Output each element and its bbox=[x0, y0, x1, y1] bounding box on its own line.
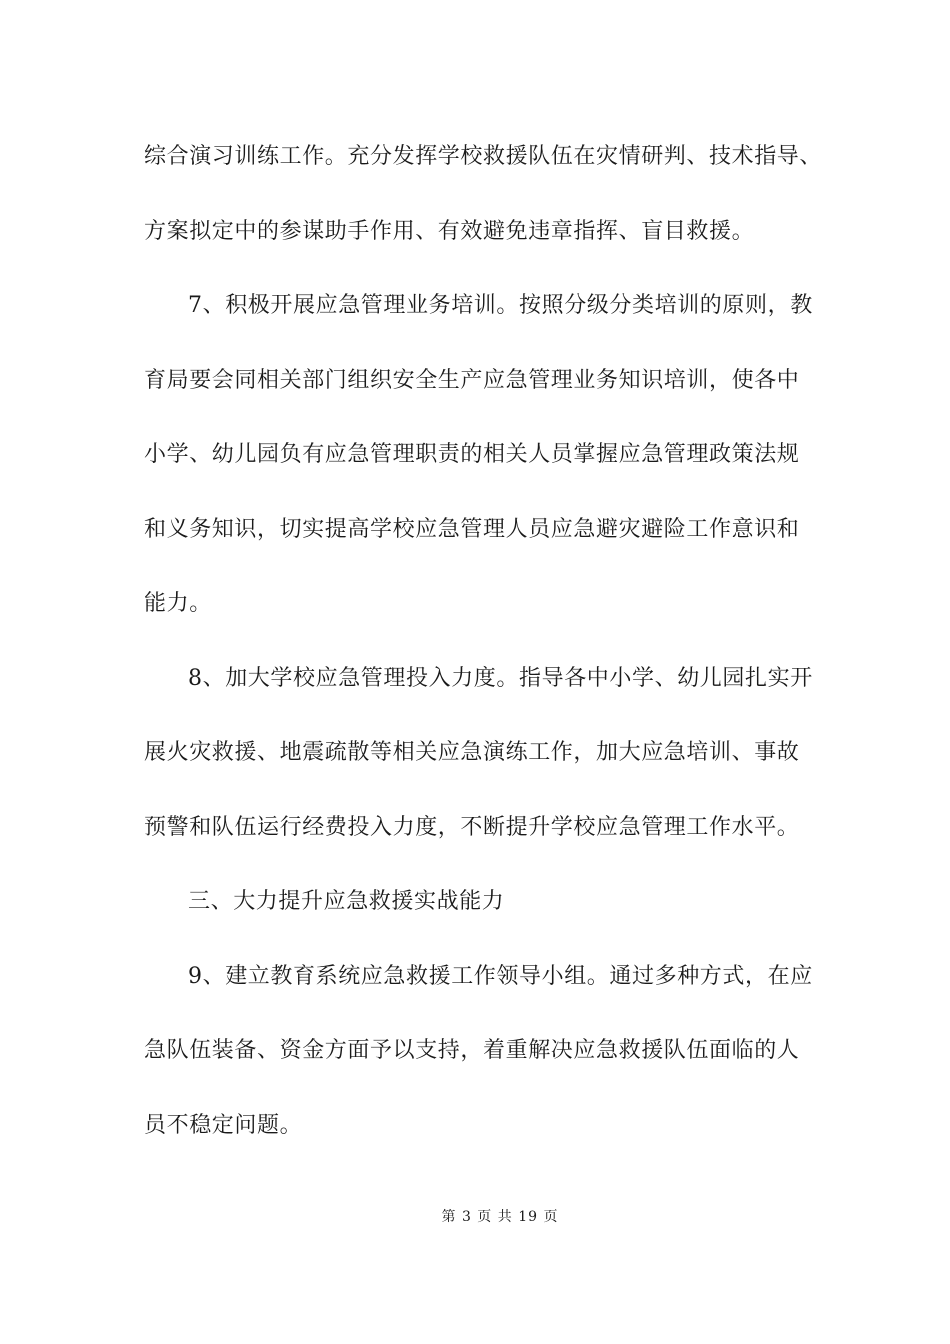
body-text bbox=[144, 133, 823, 1176]
paragraph-start-9: 9、建立教育系统应急救援工作领导小组。通过多种方式，在应 bbox=[188, 963, 813, 989]
section-heading-3: 三、大力提升应急救援实战能力 bbox=[188, 889, 505, 914]
text-line: 员不稳定问题。 bbox=[144, 1112, 303, 1138]
text-line: 和义务知识，切实提高学校应急管理人员应急避灾避险工作意识和 bbox=[144, 516, 800, 542]
paragraph-start-8: 8、加大学校应急管理投入力度。指导各中小学、幼儿园扎实开 bbox=[188, 665, 813, 691]
text-line: 小学、幼儿园负有应急管理职责的相关人员掌握应急管理政策法规 bbox=[144, 442, 800, 467]
paragraph-start-7: 7、积极开展应急管理业务培训。按照分级分类培训的原则，教 bbox=[188, 293, 813, 318]
text-line: 方案拟定中的参谋助手作用、有效避免违章指挥、盲目救援。 bbox=[144, 218, 755, 244]
text-line: 展火灾救援、地震疏散等相关应急演练工作，加大应急培训、事故 bbox=[144, 740, 800, 765]
text-line: 综合演习训练工作。充分发挥学校救援队伍在灾情研判、技术指导、 bbox=[144, 144, 823, 169]
page-number-footer: 第 3 页 共 19 页 bbox=[441, 1209, 559, 1225]
text-line: 能力。 bbox=[144, 591, 212, 616]
text-line: 预警和队伍运行经费投入力度，不断提升学校应急管理工作水平。 bbox=[144, 814, 800, 840]
text-line: 急队伍装备、资金方面予以支持，着重解决应急救援队伍面临的人 bbox=[144, 1038, 800, 1063]
text-line: 育局要会同相关部门组织安全生产应急管理业务知识培训，使各中 bbox=[144, 367, 800, 393]
